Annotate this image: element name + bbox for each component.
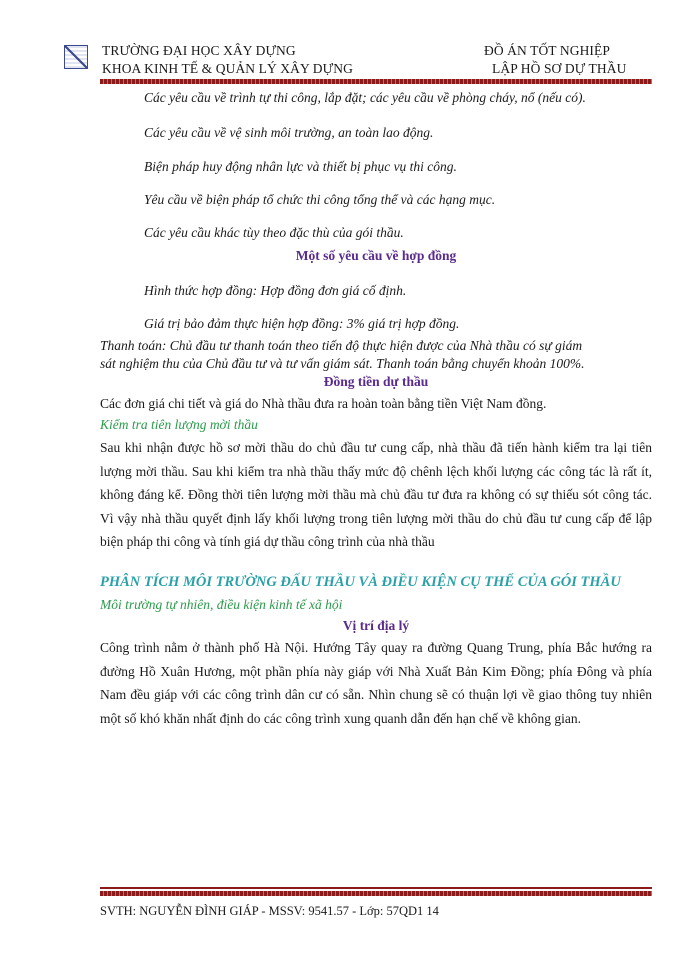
- contract-payment-line-2: sát nghiệm thu của Chủ đầu tư và tư vấn giám sát. Thanh toán bằng chuyển khoản 100%.: [100, 356, 585, 371]
- currency-heading: Đồng tiền dự thầu: [323, 374, 429, 389]
- requirement-item: Các yêu cầu về trình tự thi công, lắp đặt; các yêu cầu về phòng cháy, nổ (nếu có).: [144, 90, 586, 105]
- header-faculty: KHOA KINH TẾ & QUẢN LÝ XÂY DỰNG: [102, 61, 353, 76]
- quantity-check-paragraph: Sau khi nhận được hồ sơ mời thầu do chủ đầu tư cung cấp, nhà thầu đã tiến hành kiểm tra lại tiên lượng mời thầu. Sau khi kiểm tra nhà thầu thấy mức độ chênh lệch khối lượng các công tác là rất ít, không đáng kể. Đồng thời tiên lượng mời thầu mà chủ đầu tư đưa ra không có sự thiếu sót công tác. Vì vậy nhà thầu quyết định lấy khối lượng trong tiên lượng mời thầu do chủ đầu tư cung cấp để lập biện pháp thi công và tính giá dự thầu công trình của nhà thầu: [100, 440, 652, 549]
- requirement-item: Yêu cầu về biện pháp tổ chức thi công tổng thể và các hạng mục.: [144, 192, 496, 207]
- requirement-item: Biện pháp huy động nhân lực và thiết bị phục vụ thi công.: [144, 159, 457, 174]
- contract-heading: Một số yêu cầu về hợp đồng: [295, 248, 457, 263]
- university-logo-icon: [64, 45, 88, 69]
- header-rule: [100, 79, 652, 84]
- location-paragraph: Công trình nằm ở thành phố Hà Nội. Hướng Tây quay ra đường Quang Trung, phía Bắc hướng ra đường Hồ Xuân Hương, một phần phía này giáp với Nhà Xuất Bản Kim Đồng; phía Đông và phía Nam đều giáp với các công trình dân cư có sẵn. Nhìn chung sẽ có thuận lợi về giao thông tuy nhiên một số khó khăn nhất định do các công trình xung quanh dẫn đến hạn chế về không gian.: [100, 640, 652, 726]
- footer-rule: [100, 891, 652, 896]
- analysis-heading: PHÂN TÍCH MÔI TRƯỜNG ĐẤU THẦU VÀ ĐIỀU KIỆN CỤ THỂ CỦA GÓI THẦU: [100, 574, 621, 590]
- contract-payment-line-1: Thanh toán: Chủ đầu tư thanh toán theo tiến độ thực hiện được của Nhà thầu có sự giám: [100, 338, 583, 353]
- currency-text: Các đơn giá chi tiết và giá do Nhà thầu đưa ra hoàn toàn bằng tiền Việt Nam đồng.: [100, 396, 547, 411]
- footer-student-info: SVTH: NGUYỄN ĐÌNH GIÁP - MSSV: 9541.57 - Lớp: 57QD1 14: [100, 904, 439, 918]
- footer-rule-top: [100, 887, 652, 889]
- location-heading: Vị trí địa lý: [342, 618, 410, 633]
- header-subject: LẬP HỒ SƠ DỰ THẦU: [492, 61, 627, 76]
- analysis-subheading: Môi trường tự nhiên, điều kiện kinh tế xã hội: [100, 597, 343, 612]
- contract-guarantee: Giá trị bảo đảm thực hiện hợp đồng: 3% giá trị hợp đồng.: [144, 316, 460, 331]
- requirement-item: Các yêu cầu khác tùy theo đặc thù của gói thầu.: [144, 225, 404, 240]
- contract-form: Hình thức hợp đồng: Hợp đồng đơn giá cố định.: [144, 283, 407, 298]
- header-project: ĐỒ ÁN TỐT NGHIỆP: [484, 43, 610, 58]
- requirement-item: Các yêu cầu về vệ sinh môi trường, an toàn lao động.: [144, 125, 434, 140]
- quantity-check-heading: Kiểm tra tiên lượng mời thầu: [100, 417, 258, 432]
- header-school: TRƯỜNG ĐẠI HỌC XÂY DỰNG: [102, 43, 296, 58]
